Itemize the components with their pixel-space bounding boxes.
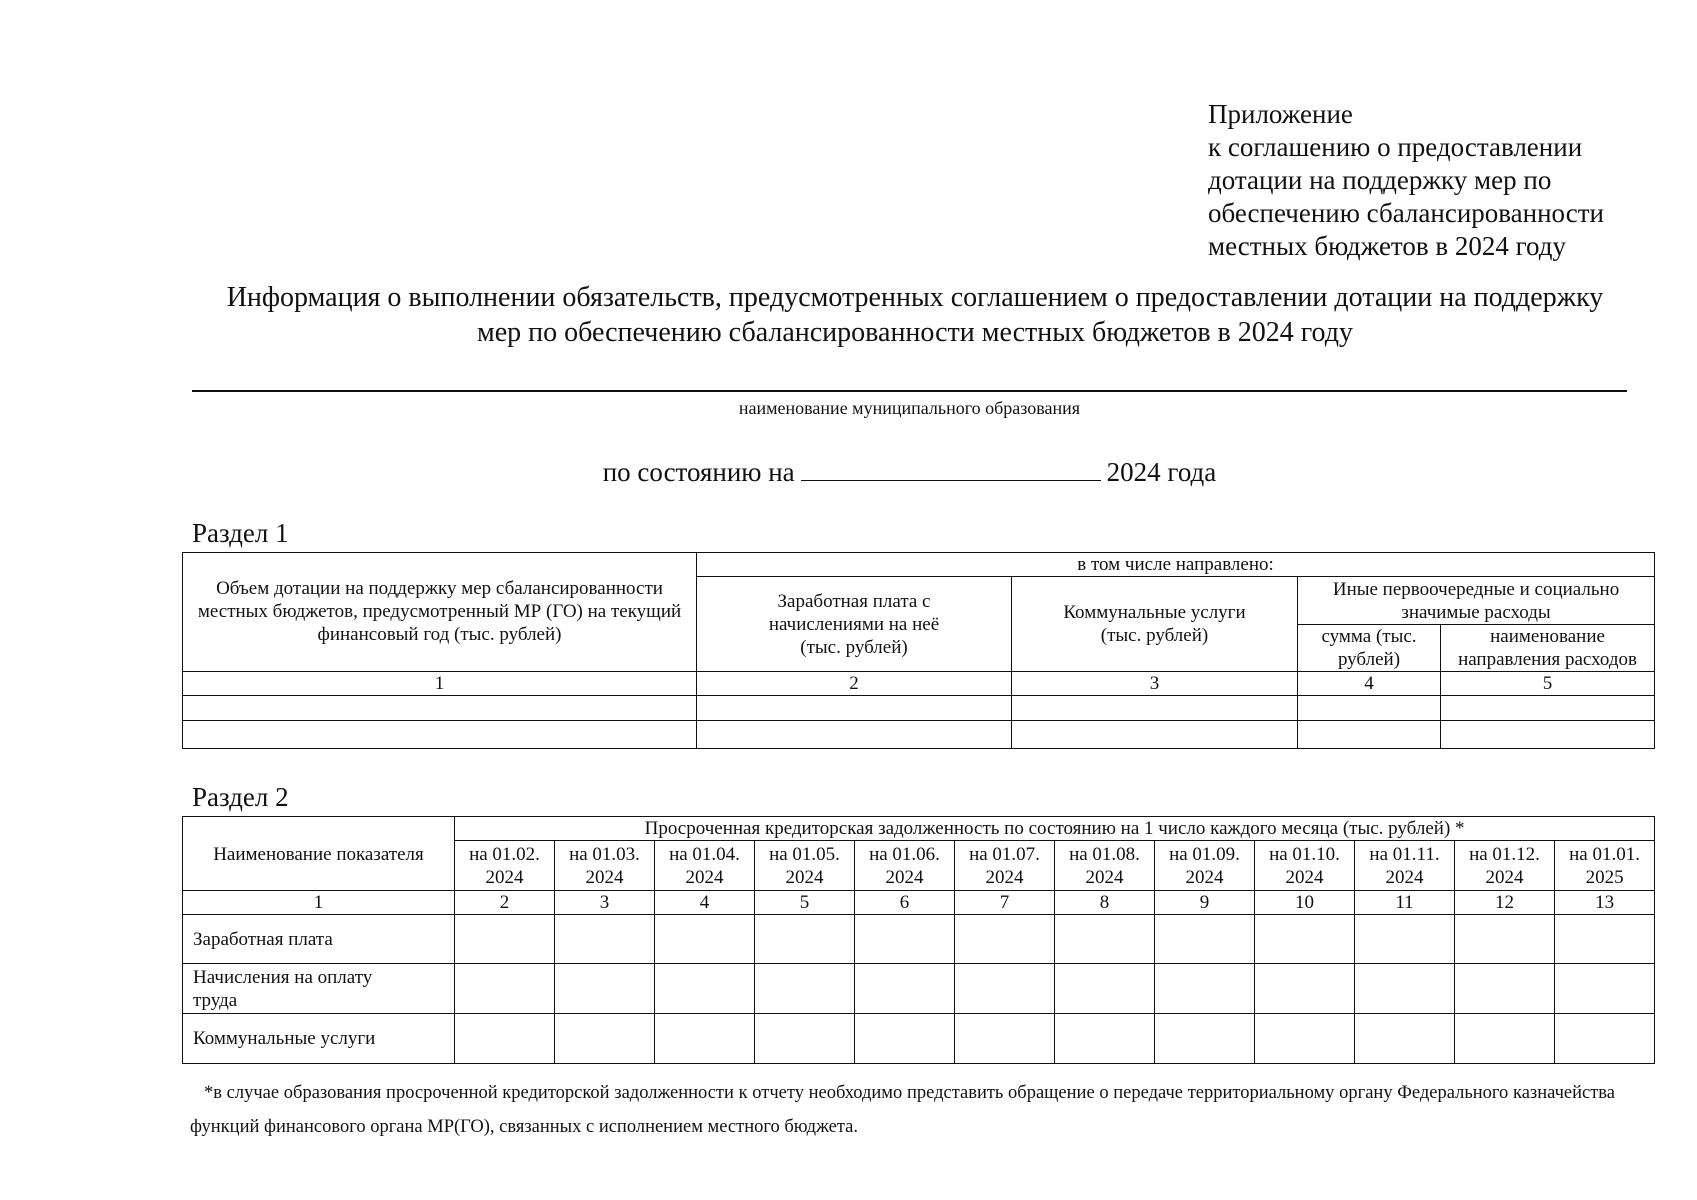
row-label-utilities: Коммунальные услуги bbox=[183, 1014, 455, 1064]
table-cell[interactable] bbox=[1555, 1014, 1655, 1064]
appendix-line: обеспечению сбалансированности bbox=[1208, 198, 1604, 228]
column-number: 5 bbox=[1441, 672, 1655, 696]
table-cell[interactable] bbox=[1155, 1014, 1255, 1064]
table-cell[interactable] bbox=[1441, 696, 1655, 721]
table-cell[interactable] bbox=[1255, 964, 1355, 1014]
column-number: 11 bbox=[1355, 891, 1455, 915]
appendix-line: местных бюджетов в 2024 году bbox=[1208, 231, 1566, 261]
sum-header: сумма (тыс. рублей) bbox=[1298, 625, 1441, 672]
table-cell[interactable] bbox=[955, 915, 1055, 964]
table-cell[interactable] bbox=[455, 964, 555, 1014]
month-header: на 01.04. 2024 bbox=[655, 841, 755, 891]
table-cell[interactable] bbox=[755, 1014, 855, 1064]
overdue-debt-group-header: Просроченная кредиторская задолженность по состоянию на 1 число каждого месяца (тыс. рублей) * bbox=[455, 817, 1655, 841]
section-2-label: Раздел 2 bbox=[192, 782, 289, 812]
column-number-row bbox=[183, 891, 1655, 915]
table-cell[interactable] bbox=[1255, 1014, 1355, 1064]
as-of-prefix: по состоянию на bbox=[602, 457, 795, 487]
table-cell[interactable] bbox=[655, 964, 755, 1014]
table-cell[interactable] bbox=[555, 1014, 655, 1064]
table-cell[interactable] bbox=[855, 964, 955, 1014]
month-header: на 01.09. 2024 bbox=[1155, 841, 1255, 891]
table-cell[interactable] bbox=[697, 696, 1012, 721]
table-cell[interactable] bbox=[455, 915, 555, 964]
table-cell[interactable] bbox=[697, 721, 1012, 749]
as-of-suffix: 2024 года bbox=[1106, 457, 1217, 487]
table-cell[interactable] bbox=[955, 1014, 1055, 1064]
column-number: 1 bbox=[183, 891, 455, 915]
table-cell[interactable] bbox=[183, 721, 697, 749]
table-cell[interactable] bbox=[1055, 915, 1155, 964]
document-title-line-1: Информация о выполнении обязательств, предусмотренных соглашением о предоставлении дотации на поддержку bbox=[226, 282, 1604, 313]
appendix-line: к соглашению о предоставлении bbox=[1208, 132, 1583, 162]
month-header: на 01.08. 2024 bbox=[1055, 841, 1155, 891]
table-cell[interactable] bbox=[855, 1014, 955, 1064]
table-cell[interactable] bbox=[1455, 1014, 1555, 1064]
table-cell[interactable] bbox=[1355, 1014, 1455, 1064]
direction-header: наименование направления расходов bbox=[1441, 625, 1655, 672]
column-number: 6 bbox=[855, 891, 955, 915]
month-header: на 01.10. 2024 bbox=[1255, 841, 1355, 891]
table-cell[interactable] bbox=[1455, 915, 1555, 964]
section-1-table bbox=[182, 552, 1655, 749]
table-cell[interactable] bbox=[755, 964, 855, 1014]
column-number: 3 bbox=[555, 891, 655, 915]
table-cell[interactable] bbox=[1012, 696, 1298, 721]
utilities-header: Коммунальные услуги (тыс. рублей) bbox=[1012, 577, 1298, 672]
table-cell[interactable] bbox=[1055, 964, 1155, 1014]
month-header: на 01.11. 2024 bbox=[1355, 841, 1455, 891]
table-row bbox=[183, 721, 1655, 749]
column-number: 13 bbox=[1555, 891, 1655, 915]
table-cell[interactable] bbox=[1355, 964, 1455, 1014]
as-of-date bbox=[192, 452, 1627, 488]
section-2-table bbox=[182, 816, 1655, 1064]
column-number: 7 bbox=[955, 891, 1055, 915]
table-row bbox=[183, 964, 1655, 1014]
column-number: 12 bbox=[1455, 891, 1555, 915]
table-cell[interactable] bbox=[1298, 696, 1441, 721]
table-row bbox=[183, 817, 1655, 841]
appendix-line: Приложение bbox=[1208, 99, 1353, 129]
table-row bbox=[183, 696, 1655, 721]
salary-header: Заработная плата с начислениями на неё (тыс. рублей) bbox=[697, 577, 1012, 672]
indicator-header: Наименование показателя bbox=[183, 817, 455, 891]
column-number: 4 bbox=[1298, 672, 1441, 696]
document-title-line-2: мер по обеспечению сбалансированности местных бюджетов в 2024 году bbox=[477, 317, 1353, 348]
month-header: на 01.12. 2024 bbox=[1455, 841, 1555, 891]
month-header: на 01.01. 2025 bbox=[1555, 841, 1655, 891]
appendix-line: дотации на поддержку мер по bbox=[1208, 165, 1552, 195]
table-cell[interactable] bbox=[1298, 721, 1441, 749]
table-cell[interactable] bbox=[1355, 915, 1455, 964]
municipality-name-caption: наименование муниципального образования bbox=[738, 398, 1081, 418]
table-cell[interactable] bbox=[1155, 964, 1255, 1014]
column-number: 4 bbox=[655, 891, 755, 915]
table-cell[interactable] bbox=[955, 964, 1055, 1014]
as-of-date-blank bbox=[801, 452, 1101, 481]
other-expenses-header: Иные первоочередные и социально значимые расходы bbox=[1298, 577, 1655, 625]
footnote: *в случае образования просроченной кредиторской задолженности к отчету необходимо представить обращение о передаче территориальному органу Федерального казначейства функций финансового органа МР(ГО), связанных с исполнением местного бюджета. bbox=[190, 1083, 1615, 1137]
table-cell[interactable] bbox=[655, 1014, 755, 1064]
document-title bbox=[190, 280, 1640, 350]
appendix-heading bbox=[1208, 98, 1604, 263]
table-cell[interactable] bbox=[1155, 915, 1255, 964]
table-row bbox=[183, 915, 1655, 964]
month-header: на 01.07. 2024 bbox=[955, 841, 1055, 891]
table-cell[interactable] bbox=[555, 915, 655, 964]
column-number: 8 bbox=[1055, 891, 1155, 915]
row-label-salary: Заработная плата bbox=[183, 915, 455, 964]
table-cell[interactable] bbox=[1455, 964, 1555, 1014]
table-cell[interactable] bbox=[1441, 721, 1655, 749]
section-1-label: Раздел 1 bbox=[192, 518, 289, 548]
month-header: на 01.06. 2024 bbox=[855, 841, 955, 891]
table-cell[interactable] bbox=[555, 964, 655, 1014]
table-row bbox=[183, 1014, 1655, 1064]
column-number: 10 bbox=[1255, 891, 1355, 915]
column-number: 5 bbox=[755, 891, 855, 915]
table-row bbox=[183, 553, 1655, 577]
column-number: 3 bbox=[1012, 672, 1298, 696]
table-cell[interactable] bbox=[1555, 964, 1655, 1014]
month-header: на 01.02. 2024 bbox=[455, 841, 555, 891]
table-cell[interactable] bbox=[1255, 915, 1355, 964]
table-cell[interactable] bbox=[1012, 721, 1298, 749]
column-number: 1 bbox=[183, 672, 697, 696]
table-cell[interactable] bbox=[855, 915, 955, 964]
allocated-group-header: в том числе направлено: bbox=[697, 553, 1655, 577]
volume-header: Объем дотации на поддержку мер сбалансированности местных бюджетов, предусмотренный МР (ГО) на текущий финансовый год (тыс. рублей) bbox=[183, 553, 697, 672]
table-cell[interactable] bbox=[1055, 1014, 1155, 1064]
column-number: 9 bbox=[1155, 891, 1255, 915]
column-number: 2 bbox=[697, 672, 1012, 696]
table-cell[interactable] bbox=[183, 696, 697, 721]
column-number-row bbox=[183, 672, 1655, 696]
month-header: на 01.03. 2024 bbox=[555, 841, 655, 891]
table-cell[interactable] bbox=[755, 915, 855, 964]
table-cell[interactable] bbox=[1555, 915, 1655, 964]
table-cell[interactable] bbox=[655, 915, 755, 964]
row-label-payroll-charges: Начисления на оплату труда bbox=[183, 964, 455, 1014]
municipality-name-line bbox=[192, 390, 1627, 392]
column-number: 2 bbox=[455, 891, 555, 915]
month-header: на 01.05. 2024 bbox=[755, 841, 855, 891]
table-cell[interactable] bbox=[455, 1014, 555, 1064]
